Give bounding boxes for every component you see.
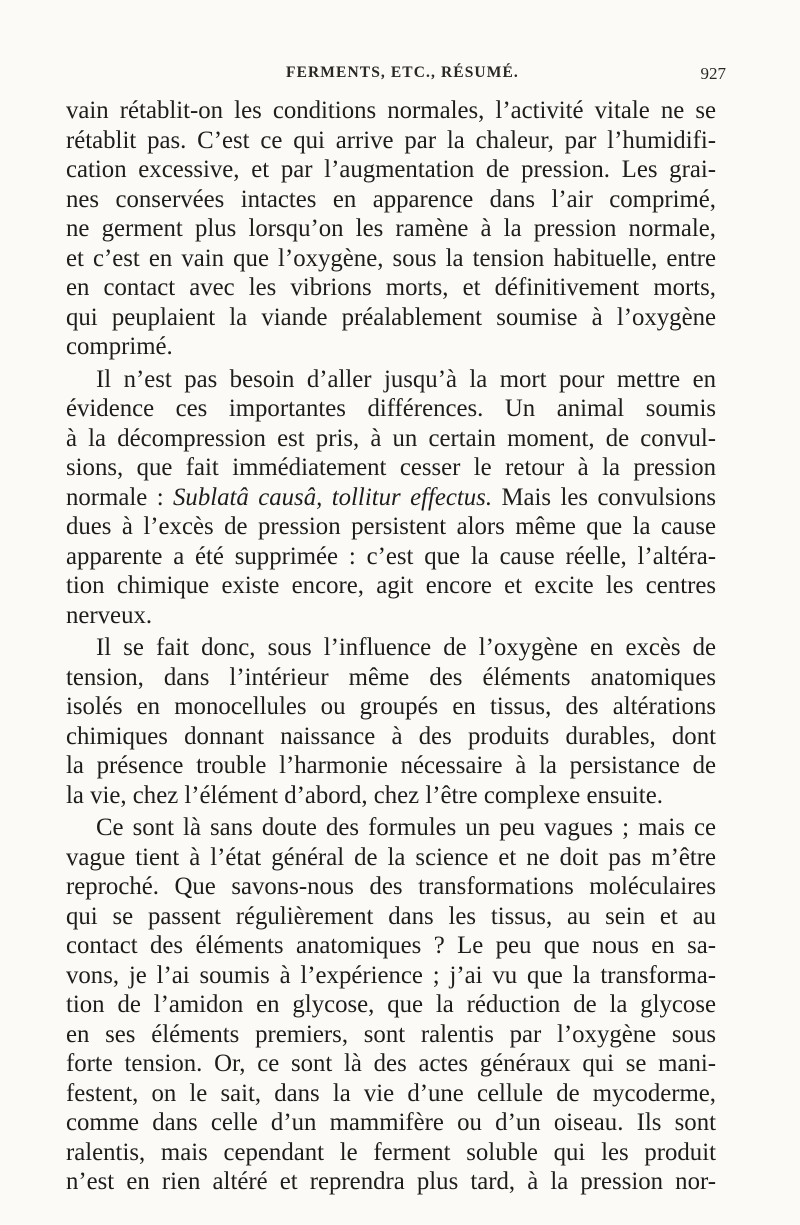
running-head: FERMENTS, ETC., RÉSUMÉ. (286, 64, 519, 81)
text-line: à la décompression est pris, à un certain moment, de convul- (66, 424, 716, 452)
text-line: cation excessive, et par l’augmentation de pression. Les grai- (66, 156, 716, 183)
text-segment: Mais les convulsions (492, 483, 716, 511)
text-line: n’est en rien altéré et reprendra plus tard, à la pression nor- (66, 1168, 716, 1195)
text-line: comme dans celle d’un mammifère ou d’un oiseau. Ils sont (66, 1109, 716, 1136)
text-line: forte tension. Or, ce sont là des actes généraux qui se mani- (66, 1050, 716, 1077)
text-line: et c’est en vain que l’oxygène, sous la tension habituelle, entre (66, 244, 716, 272)
text-line: vague tient à l’état général de la science et ne doit pas m’être (66, 843, 716, 871)
text-line: dues à l’excès de pression persistent alors même que la cause (66, 513, 716, 540)
text-line: contact des éléments anatomiques ? Le peu que nous en sa- (66, 932, 716, 959)
text-line: chimiques donnant naissance à des produits durables, dont (66, 722, 716, 750)
paragraph-1 (66, 96, 716, 362)
text-line: ne germent plus lorsqu’on les ramène à la pression normale, (66, 215, 716, 242)
text-line: Ce sont là sans doute des formules un peu vagues ; mais ce (96, 814, 716, 841)
text-line: qui peuplaient la viande préalablement soumise à l’oxygène (66, 303, 716, 331)
text-line: vons, je l’ai soumis à l’expérience ; j’ai vu que la transforma- (66, 961, 716, 989)
text-line: Il se fait donc, sous l’influence de l’oxygène en excès de (96, 634, 716, 661)
page-number: 927 (700, 64, 726, 83)
text-line: nes conservées intactes en apparence dans l’air comprimé, (66, 185, 716, 213)
text-line: Il n’est pas besoin d’aller jusqu’à la mort pour mettre en (96, 365, 716, 393)
text-line: tension, dans l’intérieur même des éléments anatomiques (66, 663, 716, 691)
text-line: évidence ces importantes différences. Un animal soumis (66, 395, 716, 422)
text-line: en ses éléments premiers, sont ralentis par l’oxygène sous (66, 1020, 716, 1048)
latin-quote: Sublatâ causâ, tollitur effectus. (173, 483, 493, 511)
text-line: en contact avec les vibrions morts, et définitivement morts, (66, 274, 716, 301)
paragraph-3 (66, 633, 716, 810)
text-line: festent, on le sait, dans la vie d’une cellule de mycoderme, (66, 1079, 716, 1107)
text-line: qui se passent régulièrement dans les tissus, au sein et au (66, 902, 716, 930)
text-line-with-latin-quote (66, 483, 716, 513)
text-line: rétablit pas. C’est ce qui arrive par la chaleur, par l’humidifi- (66, 126, 716, 154)
page-header (66, 64, 726, 88)
text-line: tion chimique existe encore, agit encore et excite les centres (66, 572, 716, 599)
text-line: la vie, chez l’élément d’abord, chez l’être complexe ensuite. (66, 781, 663, 809)
text-line: tion de l’amidon en glycose, que la réduction de la glycose (66, 991, 716, 1018)
text-line: reproché. Que savons-nous des transformations moléculaires (66, 873, 716, 900)
text-line: isolés en monocellules ou groupés en tissus, des altérations (66, 693, 716, 720)
paragraph-2 (66, 365, 716, 631)
text-line: comprimé. (66, 333, 173, 360)
text-line: vain rétablit-on les conditions normales, l’activité vitale ne se (66, 97, 716, 124)
text-line: apparente a été supprimée : c’est que la cause réelle, l’altéra- (66, 542, 716, 570)
text-line: la présence trouble l’harmonie nécessaire à la persistance de (66, 752, 716, 779)
text-line: nerveux. (66, 601, 153, 629)
text-segment: normale : (66, 483, 174, 511)
text-line: ralentis, mais cependant le ferment soluble qui les produit (66, 1138, 716, 1166)
paragraph-4 (66, 813, 716, 1197)
body-text (66, 96, 716, 1197)
text-line: sions, que fait immédiatement cesser le retour à la pression (66, 454, 716, 481)
